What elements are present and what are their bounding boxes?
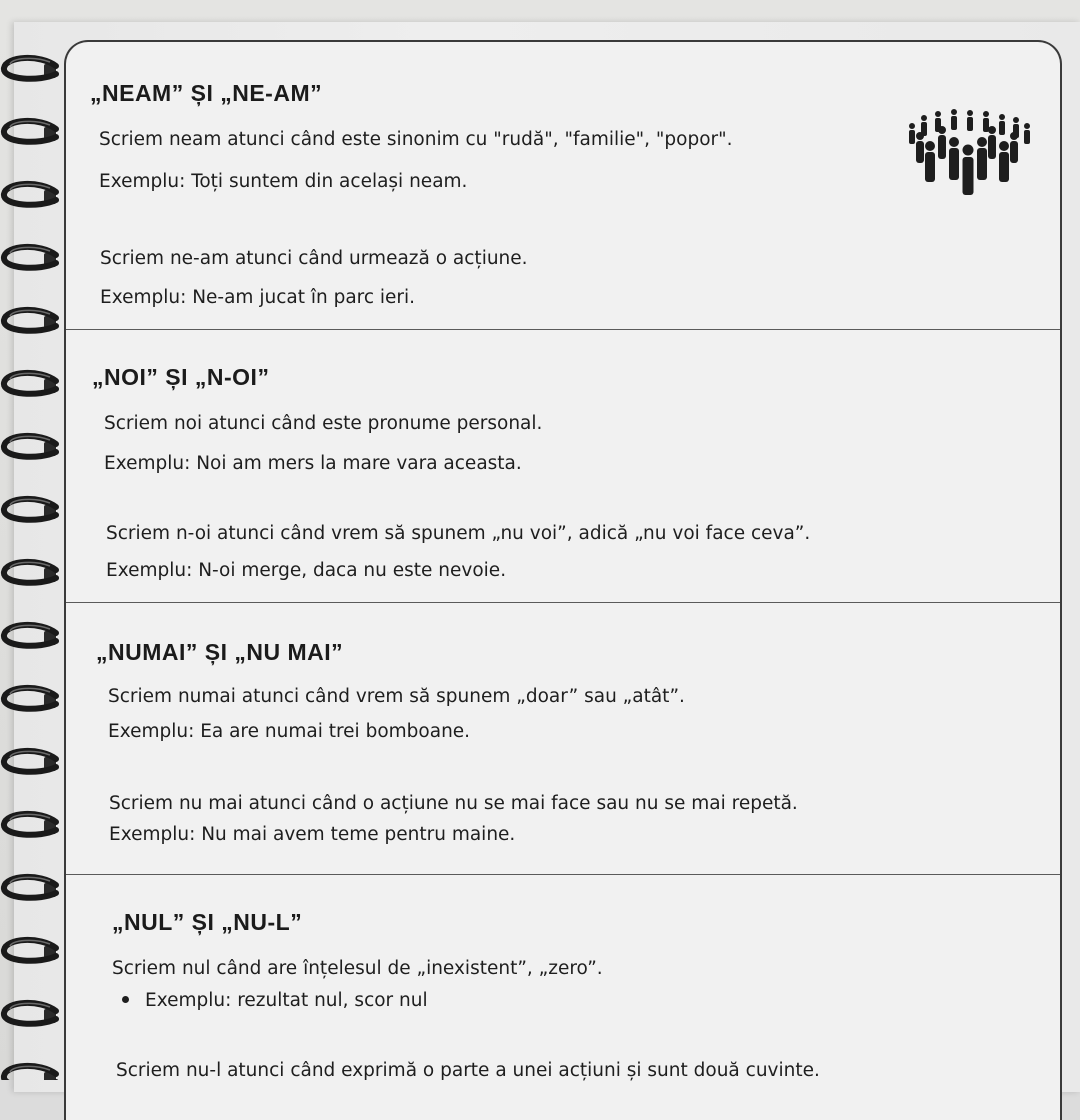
section-title: „NEAM” ȘI „NE-AM” (90, 80, 323, 106)
section-title: „NUL” ȘI „NU-L” (112, 909, 303, 935)
section-divider (66, 602, 1060, 603)
person-figure (909, 123, 915, 144)
section-divider (66, 874, 1060, 875)
rule-line: Scriem n-oi atunci când vrem să spunem „nu voi”, adică „nu voi face ceva”. (106, 523, 811, 544)
example-line: Exemplu: Noi am mers la mare vara aceasta. (104, 453, 522, 474)
bullet-icon (122, 996, 129, 1003)
example-line: Exemplu: Toți suntem din același neam. (99, 171, 468, 192)
crowd-icon (902, 108, 1034, 198)
example-line: Exemplu: Ne-am jucat în parc ieri. (100, 287, 416, 308)
bullet-item (122, 990, 428, 1011)
example-line: Exemplu: rezultat nul, scor nul (145, 990, 428, 1011)
rule-line: Scriem neam atunci când este sinonim cu "rudă", "familie", "popor". (99, 129, 733, 150)
rule-line: Scriem nul când are înțelesul de „inexistent”, „zero”. (112, 958, 603, 979)
section-title: „NOI” ȘI „N-OI” (92, 364, 270, 390)
example-line: Exemplu: Ea are numai trei bomboane. (108, 721, 471, 742)
spiral-binding (0, 0, 72, 1080)
rule-line: Scriem nu mai atunci când o acțiune nu se mai face sau nu se mai repetă. (109, 793, 798, 814)
rule-line: Scriem noi atunci când este pronume personal. (104, 413, 543, 434)
content-card (64, 40, 1062, 1120)
rule-line: Scriem ne-am atunci când urmează o acțiune. (100, 248, 528, 269)
rule-line: Scriem numai atunci când vrem să spunem „doar” sau „atât”. (108, 686, 685, 707)
section-title: „NUMAI” ȘI „NU MAI” (96, 639, 344, 665)
rule-line: Scriem nu-l atunci când exprimă o parte a unei acțiuni și sunt două cuvinte. (116, 1060, 820, 1081)
section-divider (66, 329, 1060, 330)
example-line: Exemplu: N-oi merge, daca nu este nevoie. (106, 560, 507, 581)
example-line: Exemplu: Nu mai avem teme pentru maine. (109, 824, 516, 845)
